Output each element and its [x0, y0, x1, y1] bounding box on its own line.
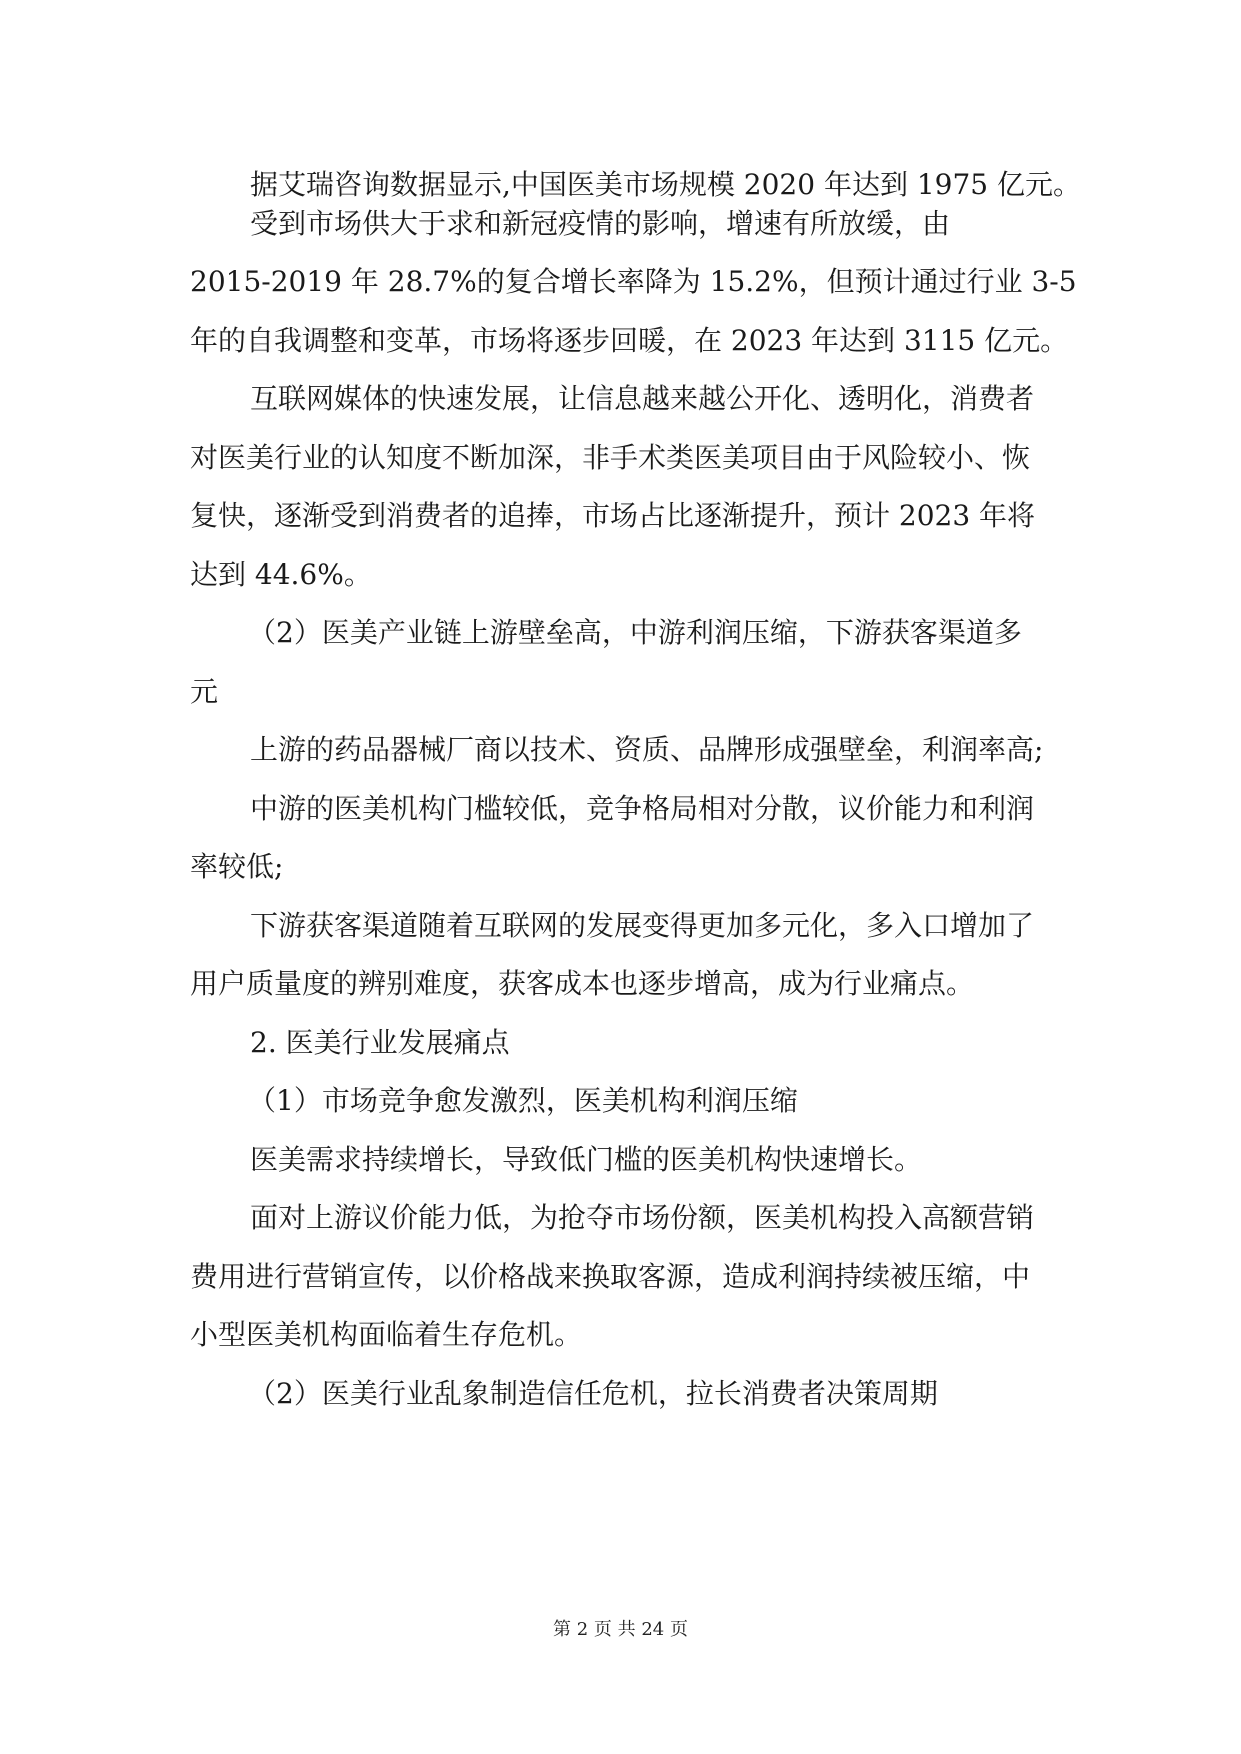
page-number-footer: 第 2 页 共 24 页 — [553, 1619, 688, 1640]
paragraph-line: 用户质量度的辨别难度，获客成本也逐步增高，成为行业痛点。 — [190, 967, 975, 1000]
paragraph-line: 率较低; — [190, 850, 284, 883]
paragraph-line: 互联网媒体的快速发展，让信息越来越公开化、透明化，消费者 — [250, 382, 1035, 415]
paragraph-line: 受到市场供大于求和新冠疫情的影响，增速有所放缓，由 — [250, 207, 951, 240]
paragraph-line: 上游的药品器械厂商以技术、资质、品牌形成强壁垒，利润率高; — [250, 733, 1044, 766]
paragraph-line: 据艾瑞咨询数据显示,中国医美市场规模 2020 年达到 1975 亿元。 — [250, 168, 1082, 201]
section-heading-line: （2）医美产业链上游壁垒高，中游利润压缩，下游获客渠道多 — [248, 616, 1022, 649]
section-heading-line: （2）医美行业乱象制造信任危机，拉长消费者决策周期 — [248, 1377, 938, 1410]
paragraph-line: 复快，逐渐受到消费者的追捧，市场占比逐渐提升，预计 2023 年将 — [190, 499, 1036, 532]
paragraph-line: 达到 44.6%。 — [190, 558, 372, 591]
paragraph-line: 中游的医美机构门槛较低，竞争格局相对分散，议价能力和利润 — [250, 792, 1035, 825]
paragraph-line: 对医美行业的认知度不断加深，非手术类医美项目由于风险较小、恢 — [190, 441, 1031, 474]
paragraph-line: 下游获客渠道随着互联网的发展变得更加多元化，多入口增加了 — [250, 909, 1035, 942]
paragraph-line: 2015-2019 年 28.7%的复合增长率降为 15.2%，但预计通过行业 3-5 — [190, 265, 1077, 298]
section-heading-line: 2. 医美行业发展痛点 — [250, 1026, 510, 1059]
section-heading-line: 元 — [190, 675, 219, 708]
paragraph-line: 年的自我调整和变革，市场将逐步回暖，在 2023 年达到 3115 亿元。 — [190, 324, 1069, 357]
paragraph-line: 医美需求持续增长，导致低门槛的医美机构快速增长。 — [250, 1143, 923, 1176]
paragraph-line: 费用进行营销宣传，以价格战来换取客源，造成利润持续被压缩，中 — [190, 1260, 1031, 1293]
section-heading-line: （1）市场竞争愈发激烈，医美机构利润压缩 — [248, 1084, 798, 1117]
paragraph-line: 小型医美机构面临着生存危机。 — [190, 1318, 583, 1351]
paragraph-line: 面对上游议价能力低，为抢夺市场份额，医美机构投入高额营销 — [250, 1201, 1035, 1234]
